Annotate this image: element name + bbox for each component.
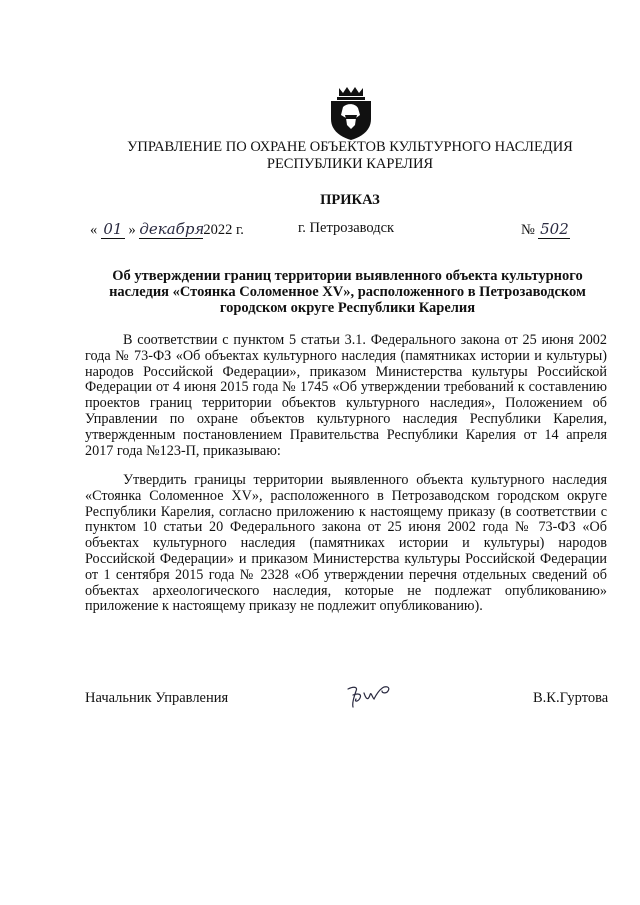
document-type-title: ПРИКАЗ (320, 192, 380, 208)
order-number (521, 220, 570, 239)
order-subject (95, 268, 600, 316)
preamble-paragraph: В соответствии с пунктом 5 статьи 3.1. Федерального закона от 25 июня 2002 года № 73-ФЗ «Об объектах культурного наследия (памятниках истории и культуры) народов Российской Федерации», приказом Министерства культуры Российской Федерации от 4 июня 2015 года № 1745 «Об утверждении требований к составлению проектов границ территории объектов культурного наследия», Положением об Управлении по охране объектов культурного наследия Республики Карелия, утвержденным постановлением Правительства Республики Карелия от 14 апреля 2017 года №123-П, приказываю: (85, 332, 607, 459)
subject-line3: городском округе Республики Карелия (219, 300, 476, 316)
agency-name-line2: РЕСПУБЛИКИ КАРЕЛИЯ (266, 156, 434, 172)
order-date (90, 220, 244, 239)
date-open-quote: « (90, 222, 98, 238)
agency-name-line1: УПРАВЛЕНИЕ ПО ОХРАНЕ ОБЪЕКТОВ КУЛЬТУРНОГО НАСЛЕДИЯ (127, 139, 573, 155)
handwritten-signature-icon (344, 683, 394, 709)
signatory-position: Начальник Управления (85, 690, 229, 706)
subject-line1: Об утверждении границ территории выявленного объекта культурного (112, 268, 583, 284)
order-city: г. Петрозаводск (298, 220, 395, 236)
date-day: 01 (101, 220, 125, 239)
date-month: декабря (139, 220, 205, 238)
subject-line2: наследия «Стоянка Соломенное XV», расположенного в Петрозаводском (109, 284, 586, 300)
order-number-label: № (521, 222, 535, 238)
date-year: 2022 г. (203, 222, 244, 238)
signatory-name: В.К.Гуртова (533, 690, 609, 706)
karelia-coat-of-arms-icon (329, 85, 373, 141)
order-number-value: 502 (540, 220, 569, 238)
order-paragraph: Утвердить границы территории выявленного объекта культурного наследия «Стоянка Соломенное XV», расположенного в Петрозаводском городском округе Республики Карелия, согласно приложению к настоящему приказу (в соответствии с пунктом 10 статьи 20 Федерального закона от 25 июня 2002 года № 73-ФЗ «Об объектах культурного наследия (памятниках истории и культуры) народов Российской Федерации» и приказом Министерства культуры Российской Федерации от 1 сентября 2015 года № 2328 «Об утверждении перечня отдельных сведений об объектах археологического наследия, которые не подлежат опубликованию» приложение к настоящему приказу не подлежит опубликованию). (85, 472, 607, 615)
date-close-quote: » (128, 222, 136, 238)
